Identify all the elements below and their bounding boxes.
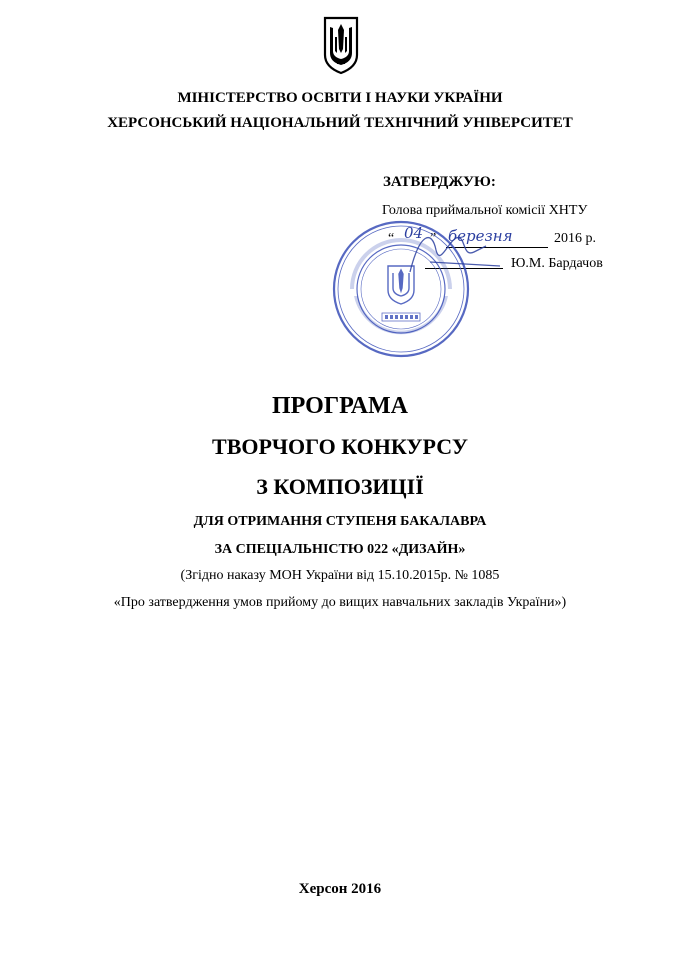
approval-heading: ЗАТВЕРДЖУЮ: [383, 174, 496, 190]
document-title-line2: ТВОРЧОГО КОНКУРСУ [212, 434, 468, 459]
order-note-line2: «Про затвердження умов прийому до вищих навчальних закладів України») [113, 595, 567, 610]
handwritten-signature-icon [370, 222, 510, 282]
document-title-line3: З КОМПОЗИЦІЇ [256, 474, 424, 499]
university-name: ХЕРСОНСЬКИЙ НАЦІОНАЛЬНИЙ ТЕХНІЧНИЙ УНІВЕРСИТЕТ [107, 115, 573, 131]
approval-role: Голова приймальної комісії ХНТУ [382, 203, 588, 218]
trident-emblem-icon [322, 15, 360, 75]
degree-subtitle: ДЛЯ ОТРИМАННЯ СТУПЕНЯ БАКАЛАВРА [193, 514, 487, 529]
order-note-line1: (Згідно наказу МОН України від 15.10.2015р. № 1085 [180, 568, 500, 583]
date-day: 04 [404, 224, 424, 242]
city-year: Херсон 2016 [298, 881, 382, 897]
ministry-name: МІНІСТЕРСТВО ОСВІТИ І НАУКИ УКРАЇНИ [177, 90, 503, 106]
date-month: березня [448, 227, 513, 245]
document-title: ПРОГРАМА [271, 393, 409, 419]
date-quote-open: “ [388, 231, 395, 246]
date-quote-close: ” [430, 231, 437, 246]
specialty-subtitle: ЗА СПЕЦІАЛЬНІСТЮ 022 «ДИЗАЙН» [214, 542, 466, 557]
signer-name: Ю.М. Бардачов [511, 256, 603, 271]
date-year: 2016 р. [554, 231, 596, 246]
